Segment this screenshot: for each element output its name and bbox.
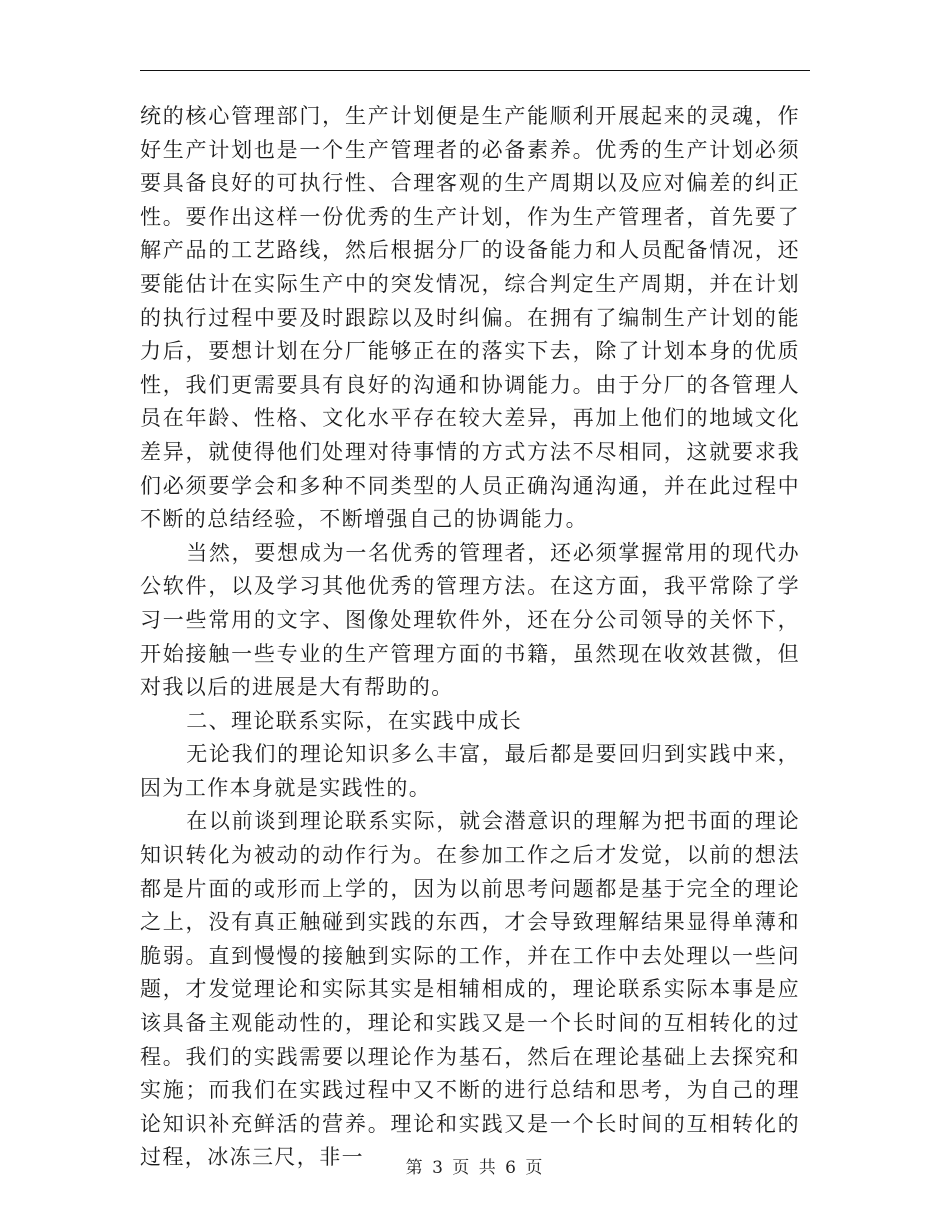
section-heading: 二、理论联系实际，在实践中成长 bbox=[186, 708, 523, 733]
header-rule bbox=[140, 70, 810, 71]
paragraph: 当然，要想成为一名优秀的管理者，还必须掌握常用的现代办公软件，以及学习其他优秀的管理方法。在这方面，我平常除了学习一些常用的文字、图像处理软件外，还在分公司领导的关怀下，开始接触一些专业的生产管理方面的书籍，虽然现在收效甚微，但对我以后的进展是大有帮助的。 bbox=[140, 540, 800, 700]
paragraph: 在以前谈到理论联系实际，就会潜意识的理解为把书面的理论知识转化为被动的动作行为。在参加工作之后才发觉，以前的想法都是片面的或形而上学的，因为以前思考问题都是基于完全的理论之上，没有真正触碰到实践的东西，才会导致理解结果显得单薄和脆弱。直到慢慢的接触到实际的工作，并在工作中去处理以一些问题，才发觉理论和实际其实是相辅相成的，理论联系实际本事是应该具备主观能动性的，理论和实践又是一个长时间的互相转化的过程。我们的实践需要以理论作为基石，然后在理论基础上去探究和实施；而我们在实践过程中又不断的进行总结和思考，为自己的理论知识补充鲜活的营养。理论和实践又是一个长时间的互相转化的过程，冰冻三尺，非一 bbox=[140, 809, 800, 1170]
document-body bbox=[140, 100, 800, 1175]
paragraph: 无论我们的理论知识多么丰富，最后都是要回归到实践中来，因为工作本身就是实践性的。 bbox=[140, 742, 800, 800]
page-number-footer: 第 3 页 共 6 页 bbox=[405, 1158, 545, 1178]
paragraph: 统的核心管理部门，生产计划便是生产能顺利开展起来的灵魂，作好生产计划也是一个生产管理者的必备素养。优秀的生产计划必须要具备良好的可执行性、合理客观的生产周期以及应对偏差的纠正性。要作出这样一份优秀的生产计划，作为生产管理者，首先要了解产品的工艺路线，然后根据分厂的设备能力和人员配备情况，还要能估计在实际生产中的突发情况，综合判定生产周期，并在计划的执行过程中要及时跟踪以及时纠偏。在拥有了编制生产计划的能力后，要想计划在分厂能够正在的落实下去，除了计划本身的优质性，我们更需要具有良好的沟通和协调能力。由于分厂的各管理人员在年龄、性格、文化水平存在较大差异，再加上他们的地域文化差异，就使得他们处理对待事情的方式方法不尽相同，这就要求我们必须要学会和多种不同类型的人员正确沟通沟通，并在此过程中不断的总结经验，不断增强自己的协调能力。 bbox=[140, 104, 800, 532]
